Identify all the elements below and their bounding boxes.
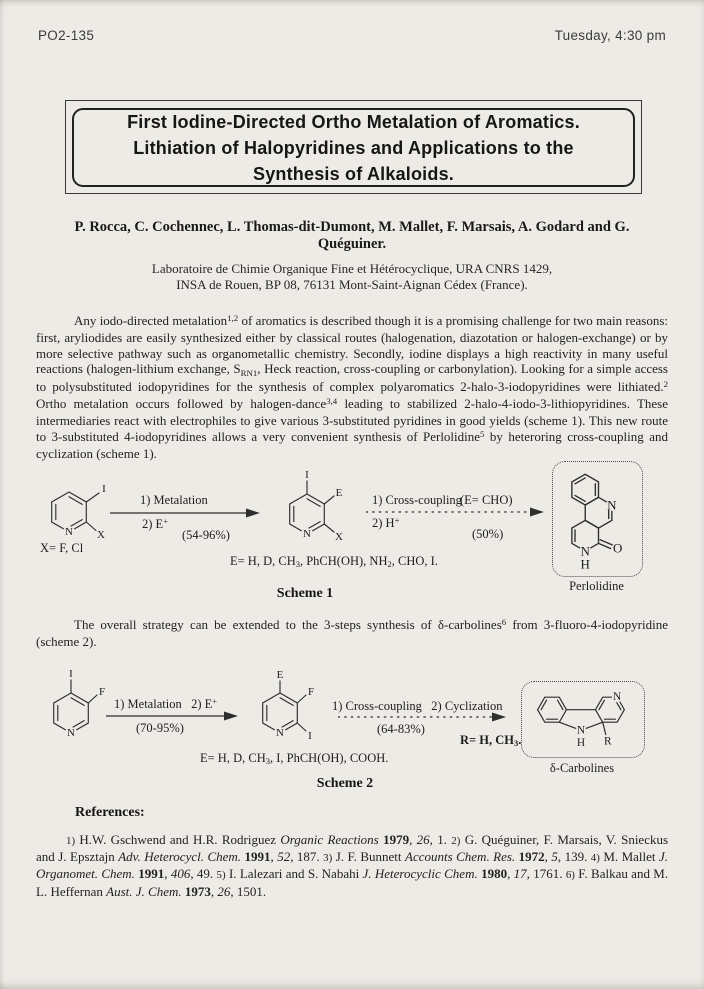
scheme2-product-structure xyxy=(246,666,328,752)
references-heading: References: xyxy=(75,805,145,820)
atom-label-nh-n: N xyxy=(576,724,586,737)
atom-label-n: N xyxy=(607,497,617,513)
substituent-label-x: X xyxy=(335,531,343,543)
substituent-label-i: I xyxy=(305,469,309,481)
title-box xyxy=(72,108,635,187)
scheme1-step2-condition: (E= CHO) xyxy=(460,493,513,507)
perlolidine-label: Perlolidine xyxy=(569,579,624,593)
carbolines-label: δ-Carbolines xyxy=(549,761,615,775)
scheme2-step1-yield: (70-95%) xyxy=(136,721,184,735)
page-title-line3: Synthesis of Alkaloids. xyxy=(253,163,454,184)
perlolidine-structure xyxy=(559,466,635,570)
scheme1-x-definition: X= F, Cl xyxy=(40,541,84,555)
reaction-arrow xyxy=(110,507,260,519)
atom-label-n: N xyxy=(613,691,622,704)
substituent-label-x: X xyxy=(97,529,105,541)
second-paragraph: The overall strategy can be extended to the 3-steps synthesis of δ-carbolines$^6$ from 3-fluoro-4-iodopyridine (scheme 2). xyxy=(36,617,668,650)
scheme1-step2-label: 1) Cross-coupling xyxy=(372,493,462,507)
substituent-label-e: E xyxy=(276,669,284,681)
authors-line1: P. Rocca, C. Cochennec, L. Thomas-dit-Dumont, M. Mallet, F. Marsais, A. Godard and G. xyxy=(74,219,630,235)
carboline-structure xyxy=(529,688,635,750)
atom-label-nh-h: H xyxy=(580,556,590,570)
atom-label-o: O xyxy=(612,540,623,556)
substituent-label-i: I xyxy=(308,730,312,742)
affiliation-line2: INSA de Rouen, BP 08, 76131 Mont-Saint-Aignan Cédex (France). xyxy=(176,276,528,292)
atom-label-n: N xyxy=(65,526,73,538)
page-title-line1: First Iodine-Directed Ortho Metalation of Aromatics. xyxy=(127,111,580,132)
atom-label-n: N xyxy=(67,727,75,739)
authors-block xyxy=(52,219,652,253)
session-time: Tuesday, 4:30 pm xyxy=(554,28,666,43)
scheme1-reactant-structure xyxy=(38,472,120,550)
substituent-label-e: E xyxy=(335,487,343,499)
atom-label-nh-h: H xyxy=(576,736,586,749)
scheme2-caption: Scheme 2 xyxy=(316,776,374,791)
affiliation-block xyxy=(52,261,652,292)
scheme1-product-structure xyxy=(270,467,350,551)
atom-label-n: N xyxy=(303,528,311,540)
abstract-paragraph: Any iodo-directed metalation$^{1,2}$ of aromatics is described though it is a promising challenge for two main reasons: first, aryliodides are easily synthesized either by classical routes (halogenation, diazotation or halogen-exchange) or by more selective pathway such as organometallic chemistry. Secondly, iodine displays a high reactivity in many useful reactions (halogen-lithium exchange, SRN1, Heck reaction, cross-coupling or carbonylation). Looking for a simple access to polysubstituted iodopyridines for the synthesis of complex polyaromatics 2-halo-3-iodopyridines were lithiated.$^2$ Ortho metalation occurs followed by halogen-dance$^{3,4}$ leading to stabilized 2-halo-4-iodo-3-lithiopyridines. These intermediaries react with electrophiles to give various 3-substituted pyridines in good yields (scheme 1). This new route to 3-substituted 4-iodopyridines allows a very convenient synthesis of Perlolidine$^5$ by heteroring cross-coupling and cyclization (scheme 1). xyxy=(36,313,668,462)
scheme1-step1-yield: (54-96%) xyxy=(182,528,230,542)
references-paragraph: 1) H.W. Gschwend and H.R. Rodriguez Organic Reactions 1979, 26, 1. 2) G. Quéguiner, F. Marsais, V. Snieckus and J. Epsztajn Adv. Heterocycl. Chem. 1991, 52, 187. 3) J. F. Bunnett Accounts Chem. Res. 1972, 5, 139. 4) M. Mallet J. Organomet. Chem. 1991, 406, 49. 5) I. Lalezari and S. Nabahi J. Heterocyclic Chem. 1980, 17, 1761. 6) F. Balkau and M. L. Heffernan Aust. J. Chem. 1973, 26, 1501. xyxy=(36,832,669,899)
scheme2-e-definition: E= H, D, CH3, I, PhCH(OH), COOH. xyxy=(200,751,389,767)
poster-code: PO2-135 xyxy=(38,28,95,43)
scheme1-step1-label: 1) Metalation xyxy=(140,493,208,507)
scheme2-r-definition: R= H, CH3. xyxy=(460,733,522,749)
scheme2-step2-yield: (64-83%) xyxy=(377,722,425,736)
scheme1-step1-electrophile: 2) E+ xyxy=(142,516,168,531)
scheme1-step2-yield: (50%) xyxy=(472,527,504,541)
substituent-label-r: R xyxy=(604,735,612,748)
scheme2-step2-label: 1) Cross-coupling 2) Cyclization xyxy=(332,699,503,713)
scheme1-step2-workup: 2) H+ xyxy=(372,515,400,530)
scheme1-e-definition: E= H, D, CH3, PhCH(OH), NH2, CHO, I. xyxy=(230,554,438,570)
substituent-label-i: I xyxy=(69,668,73,680)
authors-line2: Quéguiner. xyxy=(317,236,387,252)
title-outer-frame xyxy=(65,100,642,194)
substituent-label-f: F xyxy=(98,686,106,698)
scheme2-step1-label: 1) Metalation 2) E+ xyxy=(114,696,218,711)
scheme1-caption: Scheme 1 xyxy=(276,586,334,601)
substituent-label-i: I xyxy=(102,483,106,495)
page-title-line2: Lithiation of Halopyridines and Applications to the xyxy=(133,137,574,158)
scheme2-reactant-structure xyxy=(40,668,116,750)
substituent-label-f: F xyxy=(307,686,315,698)
atom-label-nh-n: N xyxy=(580,543,590,559)
affiliation-line1: Laboratoire de Chimie Organique Fine et Hétérocyclique, URA CNRS 1429, xyxy=(151,261,553,276)
atom-label-n: N xyxy=(276,727,284,739)
